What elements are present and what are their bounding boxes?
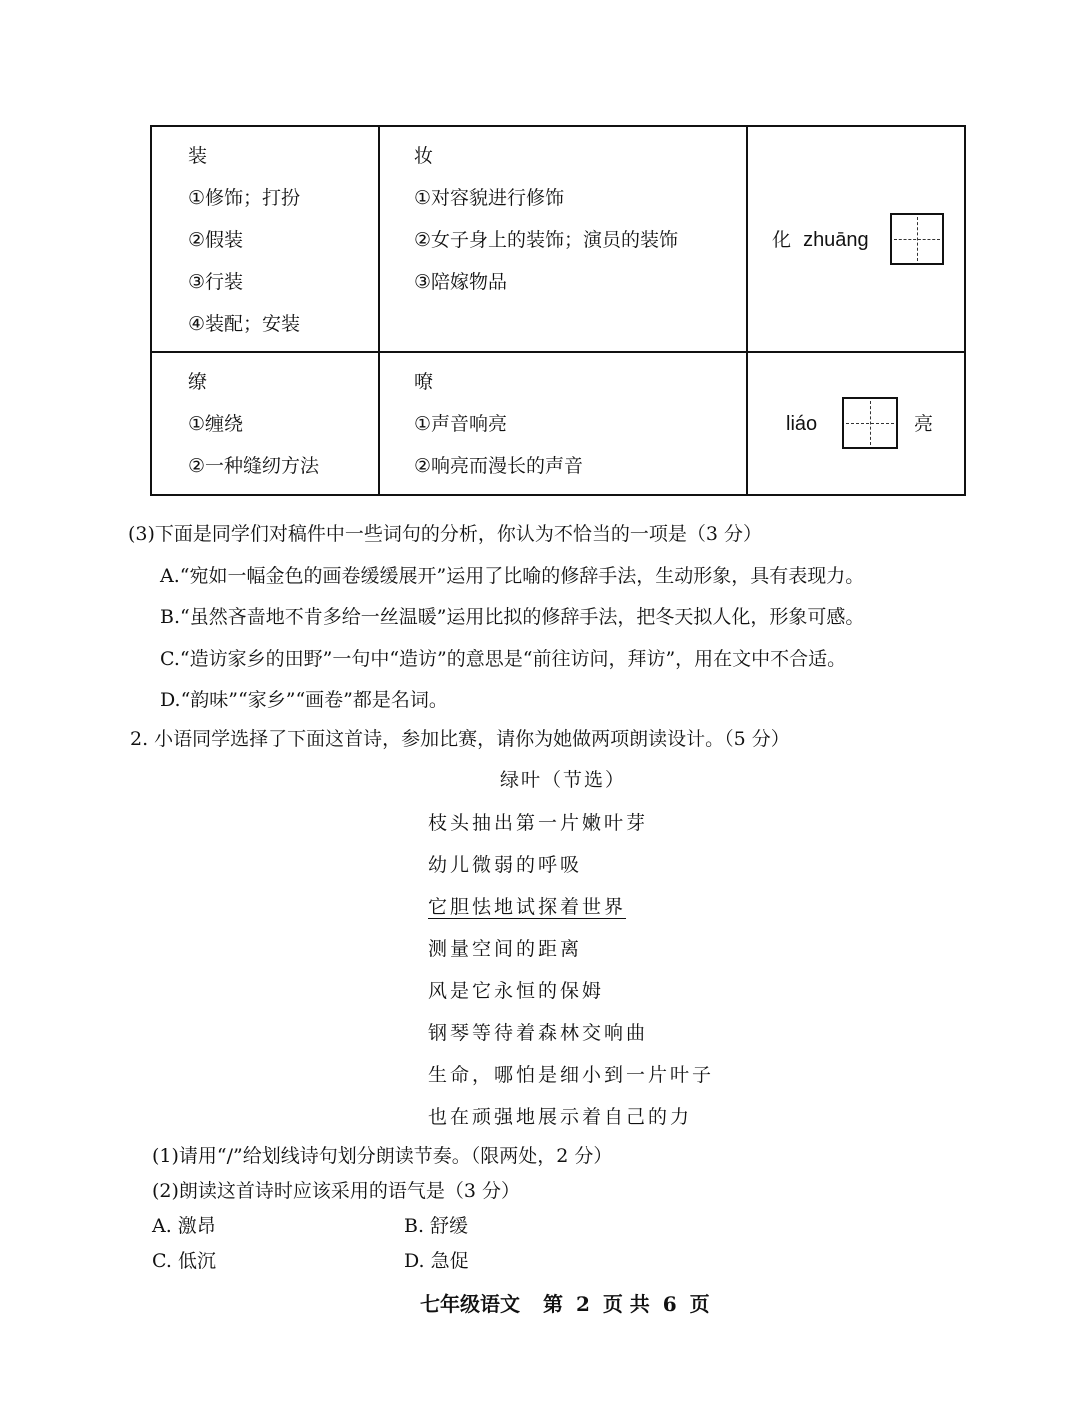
entry-char: 嘹 [414,371,434,393]
option-b[interactable]: B.“虽然吝啬地不肯多给一丝温暖”运用比拟的修辞手法，把冬天拟人化，形象可感。 [160,606,865,628]
option-a[interactable]: A.“宛如一幅金色的画卷缓缓展开”运用了比喻的修辞手法，生动形象，具有表现力。 [160,565,865,587]
question-3-prompt: (3)下面是同学们对稿件中一些词句的分析，你认为不恰当的一项是（3 分） [128,523,763,545]
poem-title: 绿叶（节选） [500,769,627,791]
page-label: 第 [542,1292,563,1316]
definition: ③行装 [188,271,244,293]
choice-b[interactable]: B. 舒缓 [404,1215,469,1237]
question-2-prompt: 2. 小语同学选择了下面这首诗，参加比赛，请你为她做两项朗读设计。（5 分） [130,728,790,750]
cell-zhuang-clothing [188,135,300,345]
poem-line: 生命，哪怕是细小到一片叶子 [428,1064,715,1086]
writing-grid-box[interactable] [842,397,898,449]
definition: ②假装 [188,229,244,251]
page-mid-label: 页 共 [602,1292,650,1316]
entry-char: 装 [188,145,208,167]
option-c[interactable]: C.“造访家乡的田野”一句中“造访”的意思是“前往访问，拜访”，用在文中不合适。 [160,648,847,670]
definition: ②响亮而漫长的声音 [414,455,584,477]
table-divider [378,127,380,494]
pinyin: liáo [786,413,818,435]
suffix-char: 亮 [914,413,934,435]
entry-char: 妆 [414,145,434,167]
poem-line: 钢琴等待着森林交响曲 [428,1022,649,1044]
definition: ①修饰；打扮 [188,187,301,209]
dictionary-table [150,125,966,496]
page-footer [420,1288,710,1317]
definition: ①缠绕 [188,413,244,435]
definition: ②一种缝纫方法 [188,455,320,477]
subject-label: 七年级语文 [420,1292,520,1316]
underlined-text: 它胆怯地试探着世界 [428,896,627,918]
option-d[interactable]: D.“韵味”“家乡”“画卷”都是名词。 [160,689,448,711]
definition: ④装配；安装 [188,313,301,335]
cell-liao-loud [414,361,583,487]
sub-question-1: (1)请用“/”给划线诗句划分朗读节奏。（限两处，2 分） [152,1145,613,1167]
cell-zhuang-makeup [414,135,678,303]
poem-line: 风是它永恒的保姆 [428,980,605,1002]
choice-a[interactable]: A. 激昂 [152,1215,216,1237]
table-divider [746,127,748,494]
definition: ②女子身上的装饰；演员的装饰 [414,229,679,251]
choice-d[interactable]: D. 急促 [404,1250,469,1272]
definition: ①声音响亮 [414,413,508,435]
total-pages: 6 [662,1292,677,1316]
definition: ③陪嫁物品 [414,271,508,293]
choice-c[interactable]: C. 低沉 [152,1250,216,1272]
entry-char: 缭 [188,371,208,393]
page-end-label: 页 [689,1292,710,1316]
sub-question-2: (2)朗读这首诗时应该采用的语气是（3 分） [152,1180,521,1202]
poem-line: 测量空间的距离 [428,938,583,960]
cell-fill-zhuang [772,219,869,261]
page-number: 2 [575,1292,590,1316]
table-divider [152,351,964,353]
pinyin: zhuāng [803,229,869,251]
prefix-char: 化 [772,229,792,251]
cell-liao-wrap [188,361,319,487]
poem-line: 枝头抽出第一片嫩叶芽 [428,812,649,834]
definition: ①对容貌进行修饰 [414,187,565,209]
poem-line: 也在顽强地展示着自己的力 [428,1106,693,1128]
poem-line-underlined [428,892,626,919]
poem-line: 幼儿微弱的呼吸 [428,854,583,876]
writing-grid-box[interactable] [890,213,944,265]
